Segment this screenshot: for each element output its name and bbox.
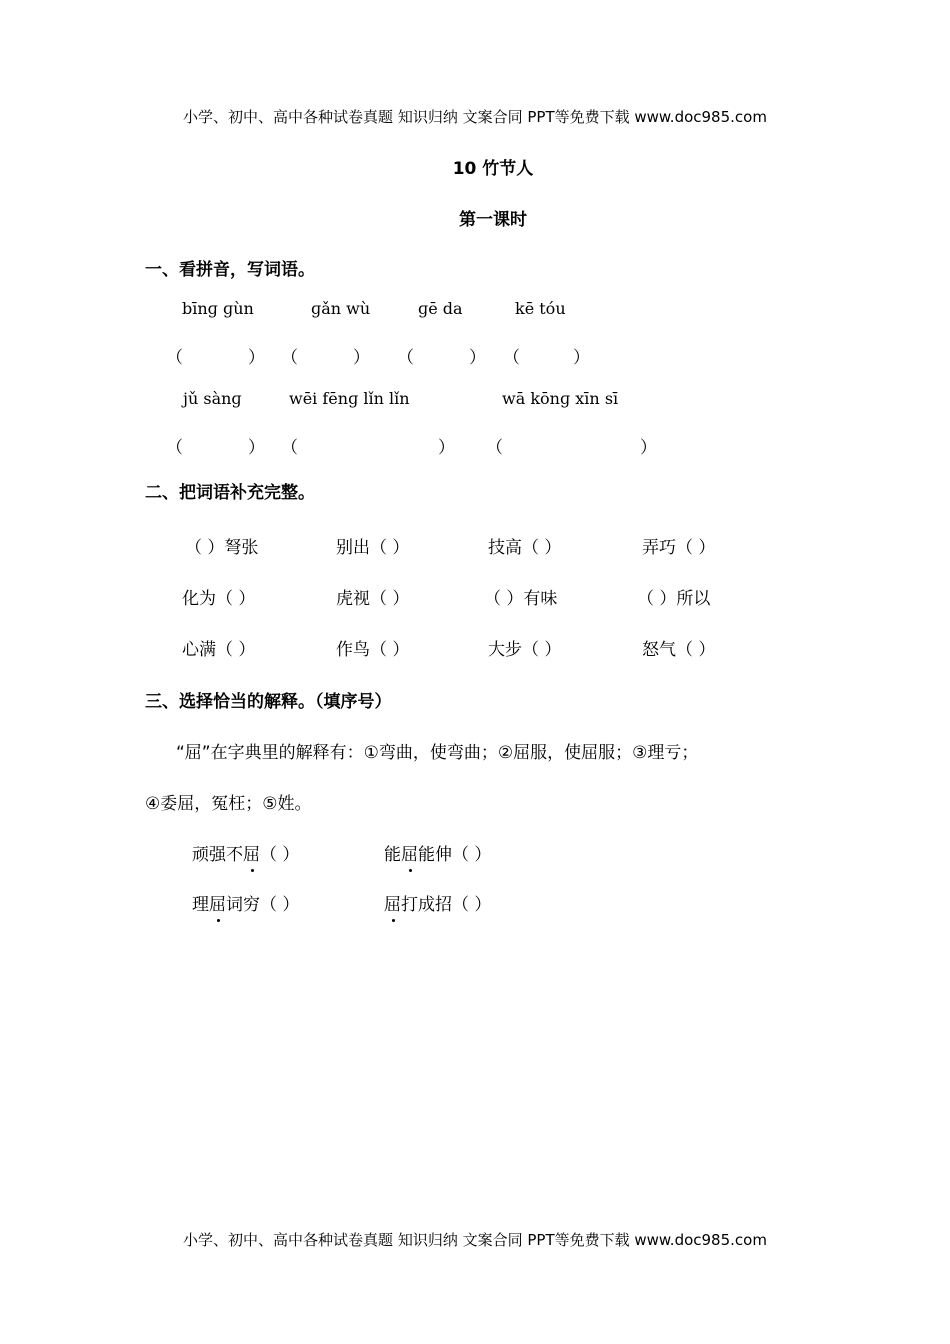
choice-item: 屈打成招（ ） bbox=[384, 890, 491, 915]
section2-heading: 二、把词语补充完整。 bbox=[145, 483, 315, 503]
explanation-text: ④委屈，冤枉；⑤姓。 bbox=[145, 794, 312, 814]
pinyin-item: wā kōnɡ xīn sī bbox=[502, 389, 619, 408]
pinyin-item: jǔ sànɡ bbox=[183, 389, 242, 408]
answer-blank-open[interactable]: （ bbox=[486, 438, 503, 458]
answer-blank-open[interactable]: （ bbox=[166, 348, 183, 368]
answer-blank-close: ） bbox=[248, 348, 265, 368]
pinyin-item: ɡē da bbox=[418, 299, 463, 318]
emphasis-char: 屈 bbox=[401, 840, 418, 865]
fill-idiom[interactable]: 大步（ ） bbox=[488, 640, 562, 660]
answer-blank[interactable]: （ ） bbox=[260, 895, 300, 915]
fill-idiom[interactable]: （ ）弩张 bbox=[185, 538, 259, 558]
fill-idiom[interactable]: 技高（ ） bbox=[488, 538, 562, 558]
answer-blank-close: ） bbox=[640, 438, 657, 458]
answer-blank[interactable]: （ ） bbox=[452, 845, 492, 865]
answer-blank-close: ） bbox=[248, 438, 265, 458]
fill-idiom[interactable]: 化为（ ） bbox=[182, 589, 256, 609]
page-footer: 小学、初中、高中各种试卷真题 知识归纳 文案合同 PPT等免费下载 www.doc985.com bbox=[183, 1231, 767, 1249]
fill-idiom[interactable]: 心满（ ） bbox=[182, 640, 256, 660]
answer-blank-close: ） bbox=[353, 348, 370, 368]
fill-idiom[interactable]: 弄巧（ ） bbox=[642, 538, 716, 558]
answer-blank-open[interactable]: （ bbox=[281, 348, 298, 368]
lesson-title: 10 竹节人 bbox=[452, 159, 534, 179]
answer-blank-close: ） bbox=[469, 348, 486, 368]
choice-item: 能屈能伸（ ） bbox=[384, 840, 491, 865]
answer-blank-open[interactable]: （ bbox=[397, 348, 414, 368]
section1-heading: 一、看拼音，写词语。 bbox=[145, 260, 315, 280]
fill-idiom[interactable]: 作鸟（ ） bbox=[336, 640, 410, 660]
answer-blank-open[interactable]: （ bbox=[166, 438, 183, 458]
pinyin-item: ɡǎn wù bbox=[311, 299, 371, 318]
choice-item: 理屈词穷（ ） bbox=[192, 890, 299, 915]
emphasis-char: 屈 bbox=[384, 890, 401, 915]
page-header: 小学、初中、高中各种试卷真题 知识归纳 文案合同 PPT等免费下载 www.doc985.com bbox=[183, 108, 767, 126]
answer-blank-close: ） bbox=[573, 348, 590, 368]
fill-idiom[interactable]: 虎视（ ） bbox=[336, 589, 410, 609]
emphasis-char: 屈 bbox=[209, 890, 226, 915]
section3-heading: 三、选择恰当的解释。（填序号） bbox=[145, 692, 392, 712]
fill-idiom[interactable]: 怒气（ ） bbox=[642, 640, 716, 660]
answer-blank-close: ） bbox=[438, 438, 455, 458]
explanation-text: “屈”在字典里的解释有：①弯曲，使弯曲；②屈服，使屈服；③理亏； bbox=[176, 743, 699, 763]
pinyin-item: kē tóu bbox=[515, 299, 566, 318]
answer-blank-open[interactable]: （ bbox=[281, 438, 298, 458]
answer-blank[interactable]: （ ） bbox=[452, 895, 492, 915]
emphasis-char: 屈 bbox=[243, 840, 260, 865]
fill-idiom[interactable]: （ ）有味 bbox=[484, 589, 558, 609]
fill-idiom[interactable]: 别出（ ） bbox=[336, 538, 410, 558]
answer-blank-open[interactable]: （ bbox=[503, 348, 520, 368]
choice-item: 顽强不屈（ ） bbox=[192, 840, 299, 865]
answer-blank[interactable]: （ ） bbox=[260, 845, 300, 865]
fill-idiom[interactable]: （ ）所以 bbox=[637, 589, 711, 609]
pinyin-item: bīnɡ ɡùn bbox=[182, 299, 254, 318]
lesson-subtitle: 第一课时 bbox=[459, 210, 527, 230]
pinyin-item: wēi fēnɡ lǐn lǐn bbox=[289, 389, 410, 408]
